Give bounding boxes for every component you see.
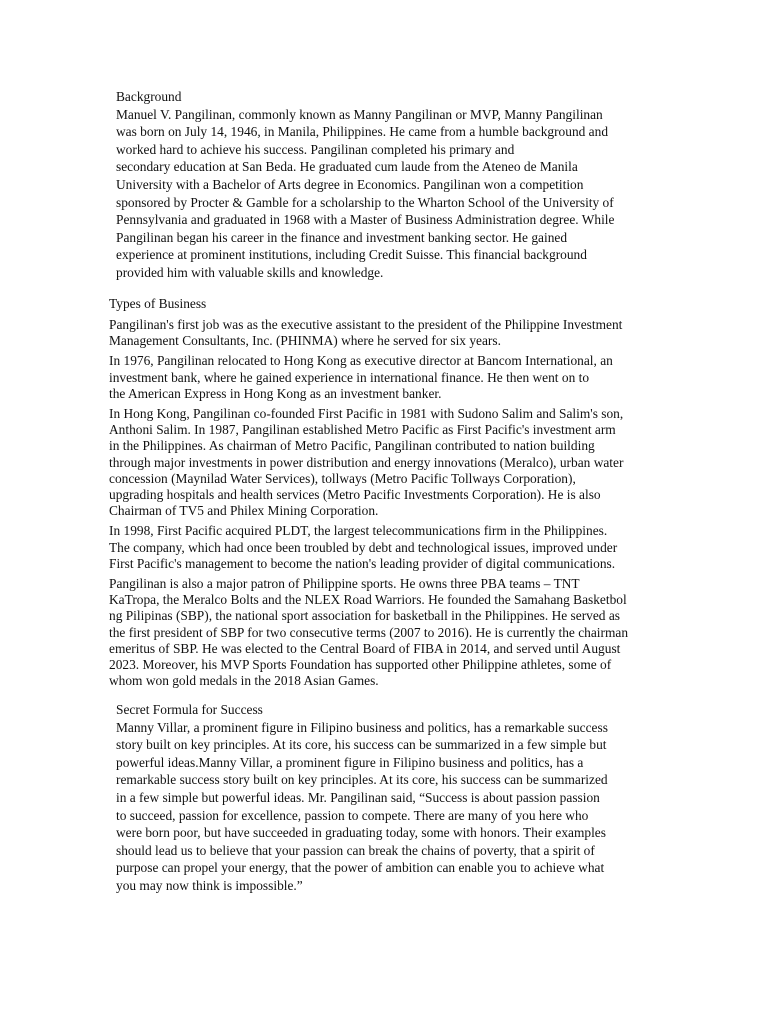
text-line: Pennsylvania and graduated in 1968 with a Master of Business Administration degree. While	[116, 212, 615, 228]
secret-formula-section	[116, 701, 608, 895]
text-line: you may now think is impossible.”	[116, 877, 303, 893]
text-line: powerful ideas.Manny Villar, a prominent figure in Filipino business and politics, has a	[116, 754, 584, 770]
background-section	[116, 88, 614, 282]
text-line: remarkable success story built on key principles. At its core, his success can be summarized	[116, 772, 608, 788]
paragraph	[109, 576, 628, 689]
text-line: In 1998, First Pacific acquired PLDT, the largest telecommunications firm in the Philippines.	[109, 523, 608, 539]
text-line: through major investments in power distribution and energy innovations (Meralco), urban water	[109, 454, 624, 470]
text-line: KaTropa, the Meralco Bolts and the NLEX Road Warriors. He founded the Samahang Basketbol	[109, 592, 627, 608]
text-line: whom won gold medals in the 2018 Asian Games.	[109, 673, 379, 689]
background-text	[116, 106, 614, 282]
paragraph	[109, 317, 628, 349]
text-line: investment bank, where he gained experience in international finance. He then went on to	[109, 369, 590, 385]
text-line: In Hong Kong, Pangilinan co-founded First Pacific in 1981 with Sudono Salim and Salim's son,	[109, 406, 624, 422]
text-line: provided him with valuable skills and knowledge.	[116, 264, 384, 280]
text-line: worked hard to achieve his success. Pangilinan completed his primary and	[116, 141, 515, 157]
text-line: Pangilinan's first job was as the executive assistant to the president of the Philippine Investment	[109, 317, 623, 332]
text-line: secondary education at San Beda. He graduated cum laude from the Ateneo de Manila	[116, 159, 578, 175]
text-line: ng Pilipinas (SBP), the national sport association for basketball in the Philippines. He served as	[109, 608, 621, 624]
text-line: was born on July 14, 1946, in Manila, Philippines. He came from a humble background and	[116, 124, 609, 140]
text-line: in the Philippines. As chairman of Metro Pacific, Pangilinan contributed to nation building	[109, 438, 595, 454]
text-line: University with a Bachelor of Arts degree in Economics. Pangilinan won a competition	[116, 176, 584, 192]
paragraph	[109, 523, 628, 572]
background-heading: Background	[116, 89, 182, 104]
text-line: were born poor, but have succeeded in graduating today, some with honors. Their examples	[116, 825, 606, 841]
secret-formula-text	[116, 719, 608, 895]
text-line: sponsored by Procter & Gamble for a scholarship to the Wharton School of the University of	[116, 194, 614, 210]
text-line: Management Consultants, Inc. (PHINMA) where he served for six years.	[109, 333, 501, 349]
text-line: Anthoni Salim. In 1987, Pangilinan established Metro Pacific as First Pacific's investment arm	[109, 422, 616, 438]
text-line: Pangilinan began his career in the finance and investment banking sector. He gained	[116, 229, 568, 245]
text-line: the first president of SBP for two consecutive terms (2007 to 2016). He is currently the chairman	[109, 624, 629, 640]
text-line: upgrading hospitals and health services (Metro Pacific Investments Corporation). He is also	[109, 487, 601, 503]
text-line: purpose can propel your energy, that the power of ambition can enable you to achieve what	[116, 860, 605, 876]
text-line: 2023. Moreover, his MVP Sports Foundation has supported other Philippine athletes, some of	[109, 657, 612, 673]
text-line: the American Express in Hong Kong as an investment banker.	[109, 385, 442, 401]
text-line: experience at prominent institutions, including Credit Suisse. This financial background	[116, 247, 587, 263]
text-line: In 1976, Pangilinan relocated to Hong Kong as executive director at Bancom International, an	[109, 353, 613, 369]
types-of-business-heading: Types of Business	[109, 296, 207, 311]
text-line: to succeed, passion for excellence, passion to compete. There are many of you here who	[116, 807, 589, 823]
text-line: The company, which had once been troubled by debt and technological issues, improved under	[109, 539, 618, 555]
text-line: First Pacific's management to become the nation's leading provider of digital communications.	[109, 555, 616, 571]
text-line: Chairman of TV5 and Philex Mining Corporation.	[109, 503, 379, 519]
paragraph	[109, 406, 628, 519]
secret-formula-heading: Secret Formula for Success	[116, 702, 263, 717]
text-line: in a few simple but powerful ideas. Mr. Pangilinan said, “Success is about passion passion	[116, 789, 600, 805]
text-line: concession (Maynilad Water Services), tollways (Metro Pacific Tollways Corporation),	[109, 470, 576, 486]
text-line: emeritus of SBP. He was elected to the Central Board of FIBA in 2014, and served until August	[109, 640, 621, 656]
text-line: Manny Villar, a prominent figure in Filipino business and politics, has a remarkable success	[116, 719, 608, 735]
text-line: story built on key principles. At its core, his success can be summarized in a few simple but	[116, 737, 607, 753]
paragraph	[109, 353, 628, 402]
types-of-business-section	[109, 295, 628, 693]
text-line: Pangilinan is also a major patron of Philippine sports. He owns three PBA teams – TNT	[109, 576, 580, 592]
text-line: should lead us to believe that your passion can break the chains of poverty, that a spirit of	[116, 842, 595, 858]
text-line: Manuel V. Pangilinan, commonly known as Manny Pangilinan or MVP, Manny Pangilinan	[116, 106, 603, 122]
